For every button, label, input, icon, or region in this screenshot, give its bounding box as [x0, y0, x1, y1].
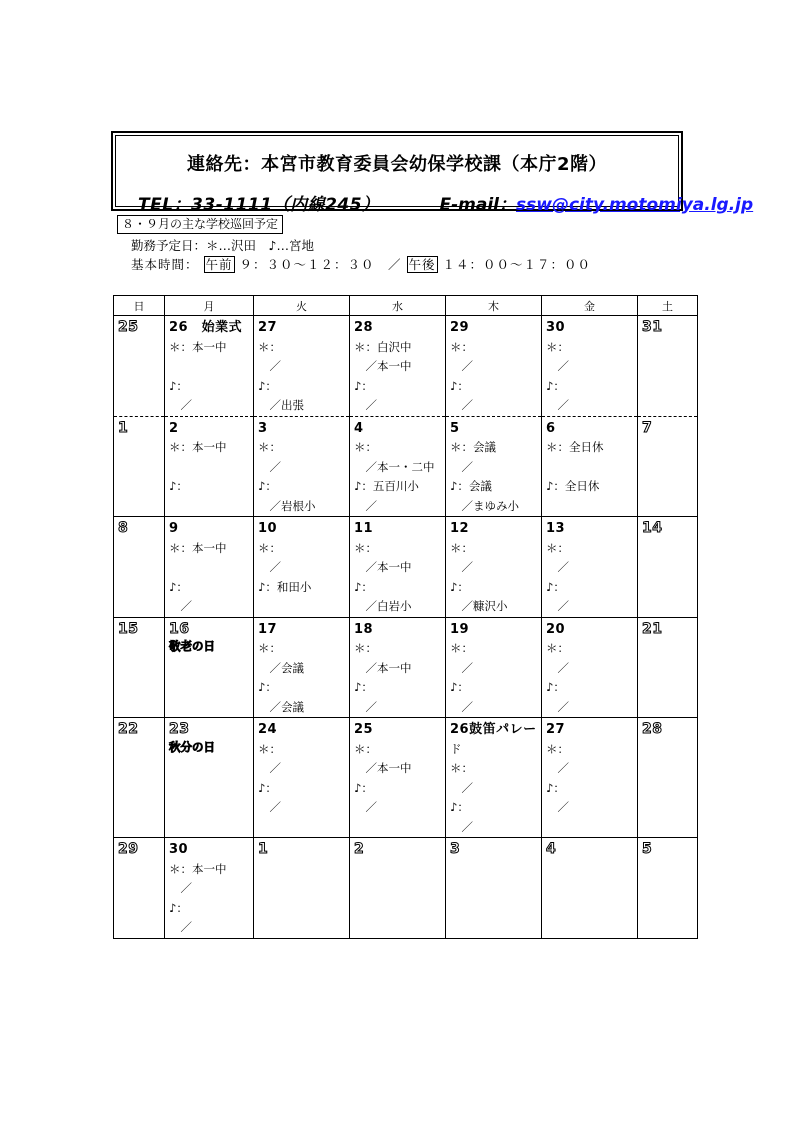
day-cell	[446, 617, 542, 718]
day-number: 6	[546, 420, 556, 436]
email-link[interactable]: ssw@city.motomiya.lg.jp	[516, 195, 754, 215]
day-number: 24	[258, 722, 278, 737]
schedule-entry: ＊：	[546, 741, 569, 756]
day-cell	[446, 416, 542, 517]
schedule-entry: ＊：	[354, 641, 377, 655]
day-number: 31	[642, 319, 663, 335]
day-cell	[542, 838, 638, 939]
schedule-entry: ♪：	[258, 780, 277, 795]
schedule-entry: ♪：	[546, 579, 565, 594]
schedule-entry: ＊：本一中	[169, 861, 227, 876]
schedule-entry: ／	[354, 800, 377, 814]
schedule-entry: ♪：	[450, 378, 469, 393]
schedule-entry: ／	[450, 560, 473, 574]
day-cell	[254, 617, 350, 718]
schedule-entry: ／糠沢小	[450, 599, 508, 613]
day-number: 29	[450, 320, 470, 335]
day-number: 23	[169, 721, 190, 737]
schedule-entry: ♪：	[258, 680, 277, 694]
schedule-entry: ＊：	[258, 540, 281, 555]
day-number: 12	[450, 521, 470, 536]
contact-inner-border	[115, 135, 754, 215]
day-cell	[114, 838, 165, 939]
schedule-entry: ／	[546, 761, 569, 775]
schedule-entry: ／	[450, 699, 473, 714]
schedule-entry: ／会議	[258, 660, 304, 675]
day-number: 16	[169, 620, 190, 637]
pm-label: 午後	[408, 257, 436, 272]
day-cell	[638, 517, 698, 618]
schedule-entry: ／	[546, 398, 569, 412]
schedule-entry: ＊：	[354, 440, 377, 454]
day-cell	[542, 517, 638, 618]
schedule-entry: ド	[450, 741, 462, 756]
duty-legend: 勤務予定日：＊…沢田 ♪…宮地	[131, 238, 314, 253]
schedule-entry: ♪：会議	[450, 479, 492, 493]
day-cell	[446, 316, 542, 417]
schedule-entry: ♪：	[546, 780, 565, 795]
schedule-entry: ♪：	[169, 579, 188, 594]
day-number: 28	[642, 721, 663, 737]
contact-line	[138, 190, 753, 215]
schedule-entry: ♪：	[546, 680, 565, 694]
schedule-entry: ♪：	[354, 579, 373, 594]
day-cell	[638, 838, 698, 939]
schedule-entry: ／	[258, 459, 281, 474]
day-number: 14	[642, 520, 663, 536]
day-cell	[254, 316, 350, 417]
schedule-entry: ／本一中	[354, 660, 412, 675]
day-cell	[350, 316, 446, 417]
schedule-entry: ／まゆみ小	[450, 498, 519, 513]
day-number: 17	[258, 621, 278, 637]
schedule-entry: ♪：	[258, 378, 277, 393]
schedule-entry: ＊：	[258, 440, 281, 454]
schedule-entry	[169, 458, 250, 478]
schedule-label: ８・９月の主な学校巡回予定	[117, 215, 283, 234]
day-cell	[165, 617, 254, 718]
weekday-header: 金	[542, 296, 638, 316]
schedule-entry: ／	[354, 398, 377, 412]
day-cell	[350, 416, 446, 517]
schedule-entry: ／	[546, 699, 569, 714]
schedule-entry: ／	[450, 459, 473, 474]
day-number: 3	[450, 841, 461, 857]
week-row	[114, 838, 698, 939]
weekday-header: 火	[254, 296, 350, 316]
day-cell	[114, 416, 165, 517]
day-cell	[542, 718, 638, 838]
schedule-entry: ＊：	[258, 741, 281, 756]
day-number: 25	[354, 722, 374, 737]
day-number: 28	[354, 320, 374, 335]
day-number: 3	[258, 420, 268, 436]
schedule-entry: ＊：	[354, 540, 377, 555]
day-cell	[446, 838, 542, 939]
schedule-entry: ／本一中	[354, 761, 412, 775]
day-number: 1	[118, 419, 129, 436]
schedule-entry: ／	[546, 660, 569, 675]
week-row	[114, 316, 698, 417]
schedule-entry: ＊：	[546, 339, 569, 354]
schedule-entry: ＊：全日休	[546, 440, 604, 454]
day-cell	[350, 517, 446, 618]
schedule-entry: ／	[258, 560, 281, 574]
day-cell	[165, 316, 254, 417]
am-time: ９：３０～１２：３０ ／	[239, 257, 402, 272]
weekday-header: 木	[446, 296, 542, 316]
week-row	[114, 718, 698, 838]
day-number: 27	[546, 722, 566, 737]
schedule-entry: ＊：	[450, 339, 473, 354]
day-number: 20	[546, 621, 566, 637]
day-cell	[350, 617, 446, 718]
schedule-entry	[169, 558, 250, 578]
week-row	[114, 517, 698, 618]
day-cell	[638, 617, 698, 718]
schedule-entry: ／	[258, 800, 281, 814]
day-cell	[254, 718, 350, 838]
day-cell	[165, 718, 254, 838]
week-row	[114, 416, 698, 517]
schedule-entry: ＊：本一中	[169, 540, 227, 555]
day-cell	[350, 838, 446, 939]
day-number: 19	[450, 621, 470, 637]
day-number: 5	[450, 420, 460, 436]
day-cell	[165, 416, 254, 517]
schedule-entry: ♪：	[354, 378, 373, 393]
schedule-entry: ♪：	[354, 680, 373, 694]
day-number: 7	[642, 419, 653, 436]
day-number: 9	[169, 521, 179, 536]
day-number: 30	[546, 320, 566, 335]
schedule-entry: ♪：	[354, 780, 373, 795]
day-cell	[114, 316, 165, 417]
day-number: 18	[354, 621, 374, 637]
schedule-entry: ／	[354, 699, 377, 714]
day-cell	[638, 416, 698, 517]
schedule-entry: ／	[169, 398, 192, 412]
schedule-entry: ／出張	[258, 398, 304, 412]
day-number: 30	[169, 842, 189, 857]
day-cell	[165, 517, 254, 618]
schedule-entry: ♪：	[169, 479, 188, 493]
day-cell	[542, 416, 638, 517]
day-number: 2	[354, 841, 365, 857]
day-cell	[254, 416, 350, 517]
day-cell	[638, 718, 698, 838]
day-number: 15	[118, 620, 139, 637]
schedule-entry	[546, 458, 634, 478]
day-number: 27	[258, 320, 278, 335]
day-cell	[446, 718, 542, 838]
day-number: 25	[118, 319, 139, 335]
am-label: 午前	[205, 257, 233, 272]
schedule-entry: ＊：	[450, 761, 473, 775]
schedule-entry: ＊：会議	[450, 440, 496, 454]
schedule-entry: ／	[169, 920, 192, 934]
day-cell	[542, 316, 638, 417]
base-hours	[131, 255, 591, 273]
schedule-entry: ／	[546, 599, 569, 613]
weekday-header: 水	[350, 296, 446, 316]
schedule-entry: ♪：	[258, 479, 277, 493]
schedule-entry: ＊：白沢中	[354, 339, 412, 354]
day-cell	[114, 617, 165, 718]
weekday-header-row	[114, 296, 698, 316]
weekday-header: 月	[165, 296, 254, 316]
day-number: 1	[258, 841, 269, 857]
schedule-entry: ／	[450, 359, 473, 373]
schedule-entry: ＊：	[258, 339, 281, 354]
schedule-entry: ♪：和田小	[258, 579, 312, 594]
day-cell	[114, 718, 165, 838]
contact-title: 連絡先：本宮市教育委員会幼保学校課（本庁2階）	[186, 154, 608, 175]
calendar-table	[113, 295, 698, 939]
schedule-entry: ／	[546, 560, 569, 574]
day-number: 10	[258, 521, 278, 536]
schedule-entry: ／岩根小	[258, 498, 316, 513]
schedule-entry: ／	[258, 359, 281, 373]
day-number: 29	[118, 841, 139, 857]
schedule-entry: ♪：	[450, 579, 469, 594]
schedule-entry: ／白岩小	[354, 599, 412, 613]
weekday-header: 土	[638, 296, 698, 316]
day-number: 21	[642, 620, 663, 637]
schedule-entry: ／	[546, 800, 569, 814]
day-number: 5	[642, 841, 653, 857]
schedule-entry: ♪：全日休	[546, 479, 600, 493]
schedule-entry	[169, 357, 250, 377]
day-number: 4	[546, 841, 557, 857]
schedule-entry: ♪：	[450, 800, 469, 814]
schedule-entry: ＊：	[546, 540, 569, 555]
email-label: E-mail：	[439, 195, 516, 215]
day-number: 22	[118, 721, 139, 737]
schedule-entry: ＊：本一中	[169, 339, 227, 354]
pm-time: １４：００～１７：００	[442, 257, 592, 272]
hours-prefix: 基本時間：	[131, 257, 199, 272]
schedule-entry: ＊：	[354, 741, 377, 756]
day-number: 26 始業式	[169, 320, 243, 335]
schedule-entry: ／	[169, 881, 192, 895]
contact-tel: TEL：33-1111（内線245）	[138, 195, 380, 215]
schedule-entry: ＊：	[450, 641, 473, 655]
schedule-entry: ／	[169, 599, 192, 613]
schedule-entry: ♪：	[169, 378, 188, 393]
schedule-entry: ／	[354, 498, 377, 513]
schedule-entry: ／	[450, 660, 473, 675]
schedule-entry: ／本一中	[354, 359, 412, 373]
schedule-entry: ／	[450, 780, 473, 795]
schedule-entry: ／	[546, 359, 569, 373]
schedule-entry: ／本一・二中	[354, 459, 435, 474]
contact-box	[111, 131, 754, 215]
day-number: 13	[546, 521, 566, 536]
schedule-entry: ♪：五百川小	[354, 479, 419, 493]
schedule-entry: ♪：	[169, 900, 188, 915]
schedule-entry: ＊：本一中	[169, 440, 227, 454]
holiday-label: 秋分の日	[169, 739, 215, 754]
day-number: 11	[354, 521, 374, 536]
holiday-label: 敬老の日	[169, 639, 215, 653]
schedule-entry: ＊：	[258, 641, 281, 655]
schedule-entry: ＊：	[546, 641, 569, 655]
weekday-header: 日	[114, 296, 165, 316]
day-cell	[350, 718, 446, 838]
day-cell	[254, 517, 350, 618]
day-number: 4	[354, 420, 364, 436]
day-cell	[114, 517, 165, 618]
schedule-entry: ＊：	[450, 540, 473, 555]
day-number: 26鼓笛パレー	[450, 722, 537, 737]
schedule-entry: ／	[258, 761, 281, 775]
schedule-entry: ／	[450, 398, 473, 412]
day-cell	[165, 838, 254, 939]
schedule-entry: ♪：	[450, 680, 469, 694]
calendar-body	[114, 316, 698, 939]
day-cell	[254, 838, 350, 939]
schedule-entry: ♪：	[546, 378, 565, 393]
day-cell	[446, 517, 542, 618]
schedule-entry: ／会議	[258, 699, 304, 714]
week-row	[114, 617, 698, 718]
day-number: 2	[169, 420, 179, 436]
day-cell	[542, 617, 638, 718]
day-cell	[638, 316, 698, 417]
day-number: 8	[118, 520, 129, 536]
schedule-entry: ／本一中	[354, 560, 412, 574]
schedule-entry: ／	[450, 819, 473, 834]
